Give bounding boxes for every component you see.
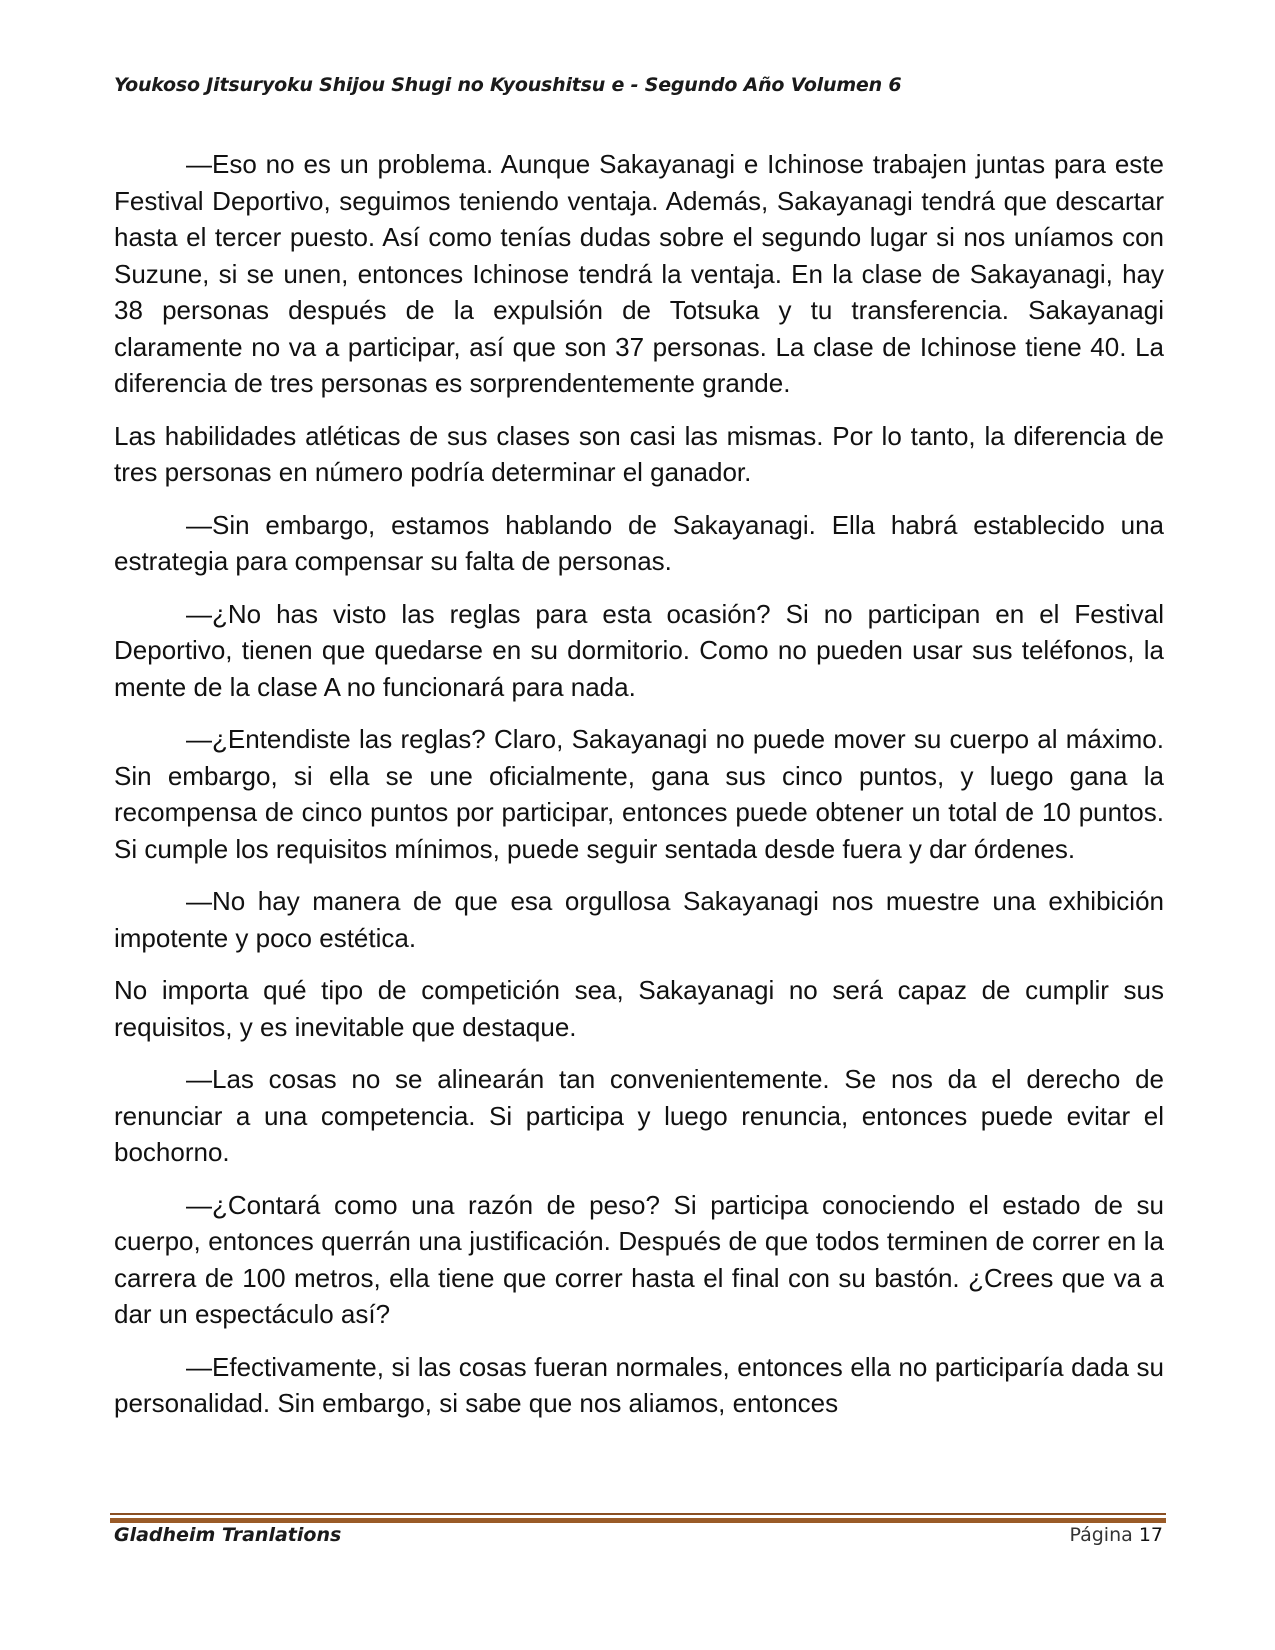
paragraph: —Sin embargo, estamos hablando de Sakayanagi. Ella habrá establecido una estrategia para compensar su falta de personas. — [114, 509, 1164, 576]
paragraph: —¿Contará como una razón de peso? Si participa conociendo el estado de su cuerpo, entonces querrán una justificación. Después de que todos terminen de correr en la carrera de 100 metros, ella tiene que correr hasta el final con su bastón. ¿Crees que va a dar un espectáculo así? — [114, 1189, 1164, 1329]
body-text — [114, 146, 1164, 1438]
page-number-value: 17 — [1138, 1524, 1163, 1546]
page-header-title: Youkoso Jitsuryoku Shijou Shugi no Kyoushitsu e - Segundo Año Volumen 6 — [114, 74, 902, 96]
page-label: Página — [1069, 1524, 1133, 1546]
paragraph: —¿No has visto las reglas para esta ocasión? Si no participan en el Festival Deportivo, tienen que quedarse en su dormitorio. Como no pueden usar sus teléfonos, la mente de la clase A no funcionará para nada. — [114, 598, 1164, 702]
paragraph: Las habilidades atléticas de sus clases son casi las mismas. Por lo tanto, la diferencia de tres personas en número podría determinar el ganador. — [114, 420, 1164, 487]
footer-divider-thick — [110, 1518, 1166, 1523]
paragraph: —Las cosas no se alinearán tan convenientemente. Se nos da el derecho de renunciar a una competencia. Si participa y luego renuncia, entonces puede evitar el bochorno. — [114, 1064, 1164, 1167]
paragraph: —Eso no es un problema. Aunque Sakayanagi e Ichinose trabajen juntas para este Festival Deportivo, seguimos teniendo ventaja. Además, Sakayanagi tendrá que descartar hasta el tercer puesto. Así como tenías dudas sobre el segundo lugar si nos uníamos con Suzune, si se unen, entonces Ichinose tendrá la ventaja. En la clase de Sakayanagi, hay 38 personas después de la expulsión de Totsuka y tu transferencia. Sakayanagi claramente no va a participar, así que son 37 personas. La clase de Ichinose tiene 40. La diferencia de tres personas es sorprendentemente grande. — [114, 149, 1164, 398]
footer-translator-credit: Gladheim Tranlations — [114, 1524, 342, 1546]
paragraph: No importa qué tipo de competición sea, Sakayanagi no será capaz de cumplir sus requisitos, y es inevitable que destaque. — [114, 975, 1164, 1042]
paragraph: —No hay manera de que esa orgullosa Sakayanagi nos muestre una exhibición impotente y poco estética. — [114, 886, 1164, 953]
paragraph: —Efectivamente, si las cosas fueran normales, entonces ella no participaría dada su personalidad. Sin embargo, si sabe que nos aliamos, entonces — [114, 1351, 1164, 1418]
footer-divider — [110, 1513, 1166, 1515]
paragraph: —¿Entendiste las reglas? Claro, Sakayanagi no puede mover su cuerpo al máximo. Sin embargo, si ella se une oficialmente, gana sus cinco puntos, y luego gana la recompensa de cinco puntos por participar, entonces puede obtener un total de 10 puntos. Si cumple los requisitos mínimos, puede seguir sentada desde fuera y dar órdenes. — [114, 724, 1164, 864]
footer-page-number — [1069, 1524, 1163, 1546]
